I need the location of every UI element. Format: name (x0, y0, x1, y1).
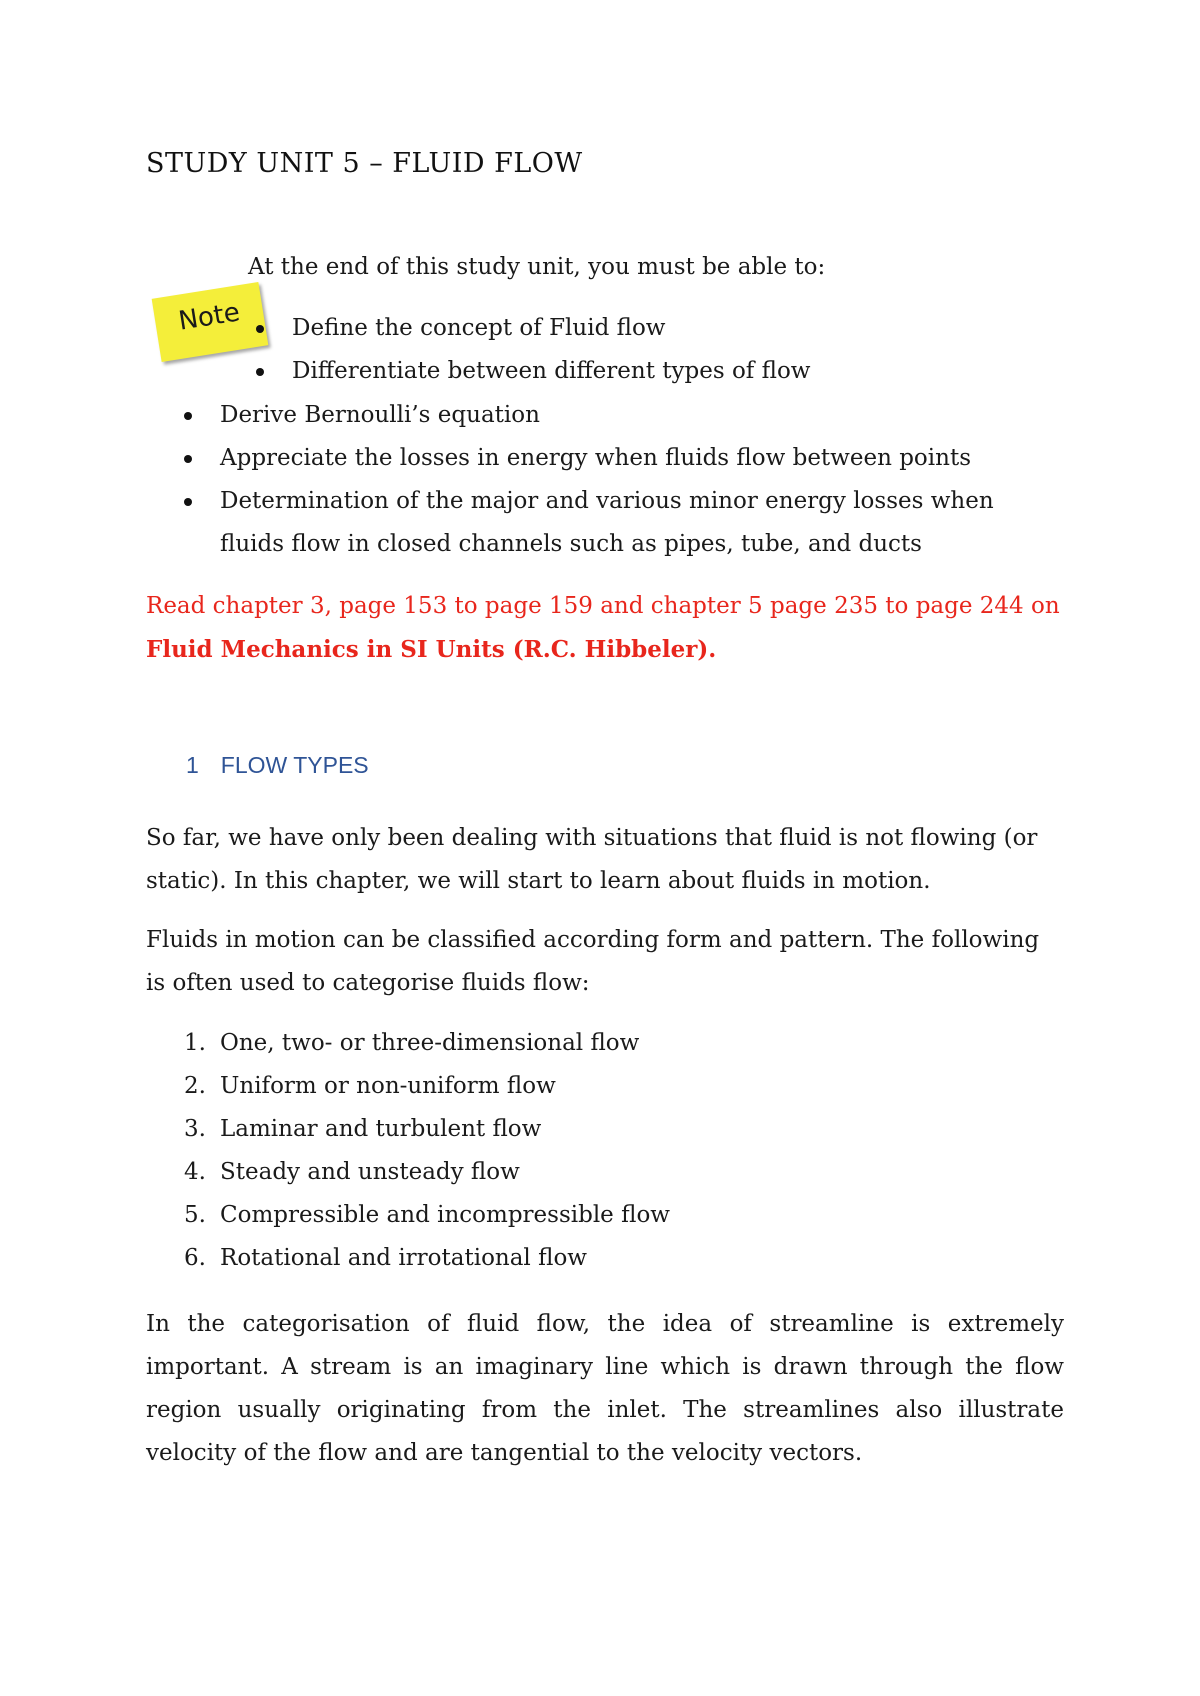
list-item: 2. Uniform or non-uniform flow (220, 1065, 670, 1108)
paragraph: So far, we have only been dealing with situations that fluid is not flowing (or static). In this chapter, we will start to learn about fluids in motion. (146, 825, 1038, 894)
page-title: STUDY UNIT 5 – FLUID FLOW (146, 148, 583, 179)
note-icon (152, 282, 269, 362)
note-icon-label: Note (176, 297, 242, 337)
bullet-icon (256, 325, 264, 333)
section-number: 1 (186, 752, 199, 778)
list-item: 4. Steady and unsteady flow (220, 1151, 670, 1194)
list-item: Derive Bernoulli’s equation (220, 394, 1060, 437)
list-item: 5. Compressible and incompressible flow (220, 1194, 670, 1237)
objectives-intro: At the end of this study unit, you must be able to: (248, 254, 826, 280)
list-item: 6. Rotational and irrotational flow (220, 1237, 670, 1280)
section-heading (186, 752, 369, 779)
list-number: 5. (184, 1202, 206, 1228)
list-item: Differentiate between different types of flow (292, 350, 811, 393)
list-number: 2. (184, 1073, 206, 1099)
section-title: FLOW TYPES (220, 752, 369, 778)
reading-text: Read chapter 3, page 153 to page 159 and chapter 5 page 235 to page 244 on (146, 593, 1060, 619)
bullet-icon (184, 498, 192, 506)
bullet-icon (184, 455, 192, 463)
reading-book-title: Fluid Mechanics in SI Units (R.C. Hibbeler). (146, 636, 717, 663)
list-number: 3. (184, 1116, 206, 1142)
list-item: Define the concept of Fluid flow (292, 307, 811, 350)
bullet-icon (184, 412, 192, 420)
paragraph: Fluids in motion can be classified according form and pattern. The following is often used to categorise fluids flow: (146, 927, 1040, 996)
list-item: 1. One, two- or three-dimensional flow (220, 1022, 670, 1065)
reading-assignment (146, 585, 1066, 672)
flow-types-list (184, 1022, 670, 1280)
list-number: 6. (184, 1245, 206, 1271)
list-item: Appreciate the losses in energy when fluids flow between points (220, 437, 1060, 480)
list-number: 1. (184, 1030, 206, 1056)
objectives-list (220, 394, 1060, 566)
bullet-icon (256, 368, 264, 376)
list-number: 4. (184, 1159, 206, 1185)
objectives-list-indented (292, 307, 811, 393)
list-item: 3. Laminar and turbulent flow (220, 1108, 670, 1151)
list-item: Determination of the major and various minor energy losses when fluids flow in closed channels such as pipes, tube, and ducts (220, 480, 1060, 566)
paragraph: In the categorisation of fluid flow, the idea of streamline is extremely important. A stream is an imaginary line which is drawn through the flow region usually originating from the inlet. The streamlines also illustrate velocity of the flow and are tangential to the velocity vectors. (146, 1311, 1064, 1466)
